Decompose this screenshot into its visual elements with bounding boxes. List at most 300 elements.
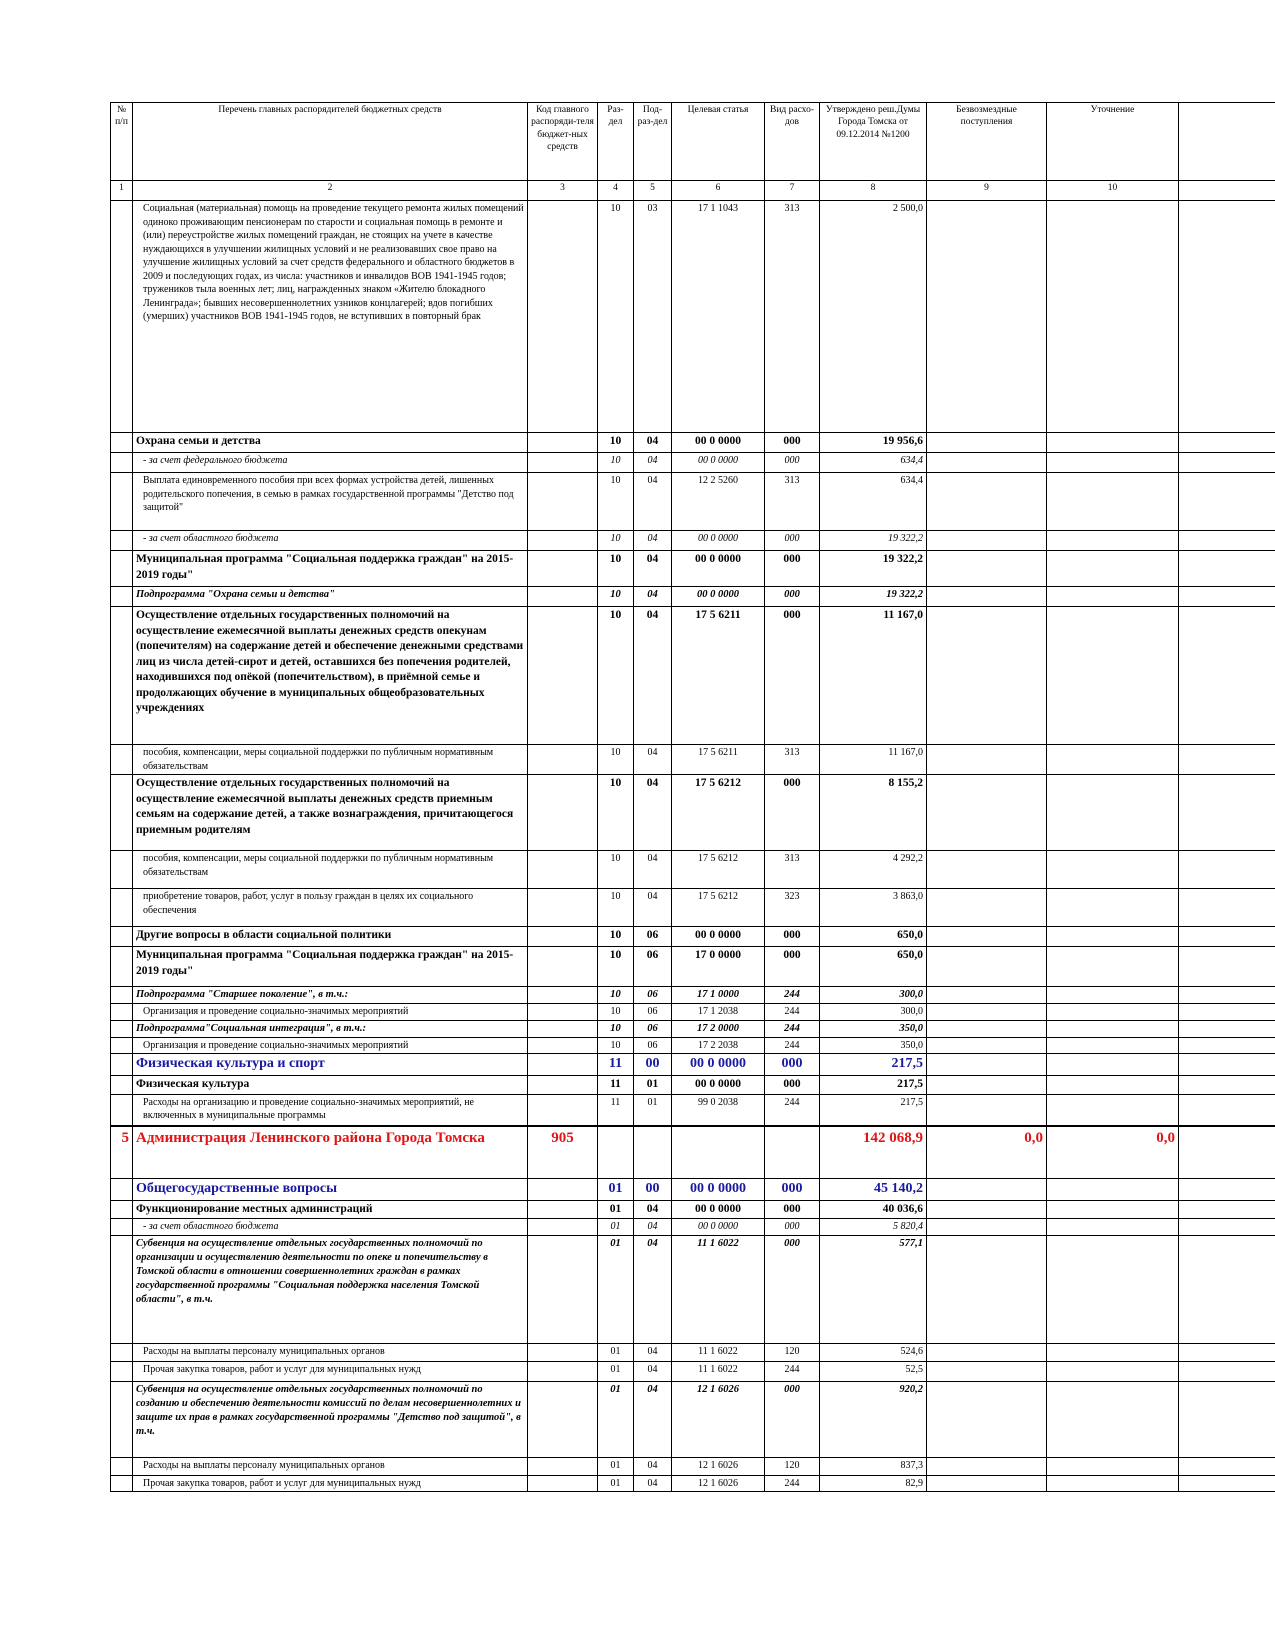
row-expense-type: 244 [765,987,820,1004]
row-clarification [1047,201,1179,433]
row-code [528,587,598,607]
row-amount: 837,3 [820,1457,927,1475]
row-podrazdel: 04 [634,1457,672,1475]
table-row [111,1076,1275,1095]
row-target: 12 1 6026 [672,1475,765,1492]
header-target: Целевая статья [672,103,765,181]
table-row [111,1004,1275,1021]
row-name: - за счет областного бюджета [133,1219,528,1236]
row-number [111,947,133,987]
row-expense-type: 244 [765,1020,820,1037]
row-amount: 82,9 [820,1475,927,1492]
row-code [528,745,598,775]
row-podrazdel: 04 [634,1343,672,1361]
row-extra [1179,587,1275,607]
row-clarification [1047,1020,1179,1037]
row-podrazdel: 04 [634,1235,672,1343]
row-gratuitous [927,1475,1047,1492]
colnum: 5 [634,181,672,201]
row-clarification: 0,0 [1047,1126,1179,1178]
row-amount: 524,6 [820,1343,927,1361]
table-row [111,947,1275,987]
row-razdel: 01 [598,1200,634,1219]
header-razdel: Раз-дел [598,103,634,181]
row-code [528,433,598,453]
row-target: 17 5 6211 [672,745,765,775]
row-code: 905 [528,1126,598,1178]
row-podrazdel: 01 [634,1076,672,1095]
row-extra [1179,1361,1275,1381]
row-expense-type: 000 [765,947,820,987]
table-row [111,1219,1275,1236]
row-target: 00 0 0000 [672,1076,765,1095]
row-amount: 3 863,0 [820,889,927,927]
row-target: 00 0 0000 [672,1054,765,1076]
row-podrazdel: 04 [634,607,672,745]
row-gratuitous [927,889,1047,927]
row-name: Расходы на организацию и проведение социально-значимых мероприятий, не включенных в муниципальные программы [133,1094,528,1126]
row-code [528,851,598,889]
header-extra [1179,103,1275,181]
row-number [111,987,133,1004]
row-clarification [1047,1094,1179,1126]
row-extra [1179,531,1275,551]
row-expense-type: 000 [765,1381,820,1457]
row-code [528,453,598,473]
row-expense-type: 000 [765,453,820,473]
row-code [528,1475,598,1492]
row-gratuitous [927,1361,1047,1381]
table-row [111,1178,1275,1200]
row-amount: 217,5 [820,1054,927,1076]
table-row [111,987,1275,1004]
row-expense-type: 323 [765,889,820,927]
row-amount: 217,5 [820,1076,927,1095]
row-code [528,889,598,927]
row-extra [1179,775,1275,851]
row-razdel: 10 [598,201,634,433]
row-amount: 634,4 [820,453,927,473]
row-name: Организация и проведение социально-значимых мероприятий [133,1037,528,1054]
row-extra [1179,889,1275,927]
row-razdel: 11 [598,1094,634,1126]
row-amount: 350,0 [820,1020,927,1037]
row-number [111,531,133,551]
row-code [528,1094,598,1126]
row-gratuitous [927,1200,1047,1219]
row-target: 00 0 0000 [672,551,765,587]
row-extra [1179,851,1275,889]
row-extra [1179,987,1275,1004]
row-target: 11 1 6022 [672,1235,765,1343]
row-extra [1179,473,1275,531]
row-expense-type: 000 [765,1054,820,1076]
row-number [111,1076,133,1095]
row-amount: 4 292,2 [820,851,927,889]
row-number [111,745,133,775]
row-amount: 577,1 [820,1235,927,1343]
row-name: Организация и проведение социально-значимых мероприятий [133,1004,528,1021]
row-razdel: 10 [598,473,634,531]
colnum: 10 [1047,181,1179,201]
row-razdel: 01 [598,1381,634,1457]
row-target: 11 1 6022 [672,1361,765,1381]
row-extra [1179,433,1275,453]
row-name: Общегосударственные вопросы [133,1178,528,1200]
row-extra [1179,1076,1275,1095]
row-name: Субвенция на осуществление отдельных государственных полномочий по созданию и обеспечению деятельности комиссий по делам несовершеннолетних и защите их прав в рамках государственной программы "Детство под защитой", в т.ч. [133,1381,528,1457]
row-expense-type: 313 [765,745,820,775]
header-podrazdel: Под-раз-дел [634,103,672,181]
row-amount: 920,2 [820,1381,927,1457]
row-target: 17 1 1043 [672,201,765,433]
row-clarification [1047,1475,1179,1492]
colnum: 9 [927,181,1047,201]
row-podrazdel: 06 [634,927,672,947]
row-razdel: 01 [598,1361,634,1381]
row-number [111,775,133,851]
row-number [111,1235,133,1343]
row-extra [1179,453,1275,473]
header-code: Код главного распоряди-теля бюджет-ных средств [528,103,598,181]
row-name: - за счет федерального бюджета [133,453,528,473]
colnum: 6 [672,181,765,201]
row-number [111,433,133,453]
table-row [111,473,1275,531]
header-clarification: Уточнение [1047,103,1179,181]
row-name: - за счет областного бюджета [133,531,528,551]
column-number-row [111,181,1275,201]
row-gratuitous [927,201,1047,433]
row-number [111,1054,133,1076]
row-razdel [598,1126,634,1178]
row-extra [1179,1457,1275,1475]
header-name: Перечень главных распорядителей бюджетных средств [133,103,528,181]
row-target: 00 0 0000 [672,587,765,607]
row-extra [1179,1235,1275,1343]
row-razdel: 10 [598,775,634,851]
row-amount: 650,0 [820,927,927,947]
row-podrazdel: 04 [634,1219,672,1236]
row-code [528,1004,598,1021]
row-gratuitous [927,1054,1047,1076]
row-clarification [1047,1178,1179,1200]
row-number [111,1361,133,1381]
row-razdel: 10 [598,531,634,551]
row-razdel: 10 [598,1037,634,1054]
row-razdel: 01 [598,1235,634,1343]
row-name: Подпрограмма "Старшее поколение", в т.ч.: [133,987,528,1004]
row-clarification [1047,1200,1179,1219]
row-podrazdel: 01 [634,1094,672,1126]
row-number [111,1094,133,1126]
row-number [111,551,133,587]
row-amount: 19 322,2 [820,551,927,587]
row-extra [1179,1094,1275,1126]
row-name: Муниципальная программа "Социальная поддержка граждан" на 2015-2019 годы" [133,551,528,587]
row-podrazdel: 04 [634,433,672,453]
row-amount: 19 956,6 [820,433,927,453]
row-gratuitous [927,433,1047,453]
budget-table [110,102,1275,1492]
row-gratuitous [927,1037,1047,1054]
row-extra [1179,1219,1275,1236]
row-code [528,1381,598,1457]
row-gratuitous [927,1457,1047,1475]
row-gratuitous [927,1343,1047,1361]
row-clarification [1047,1235,1179,1343]
row-amount: 11 167,0 [820,745,927,775]
row-extra [1179,1054,1275,1076]
row-number [111,1475,133,1492]
row-extra [1179,947,1275,987]
row-podrazdel: 04 [634,473,672,531]
row-razdel: 10 [598,947,634,987]
table-row [111,775,1275,851]
row-code [528,1361,598,1381]
row-amount: 650,0 [820,947,927,987]
row-razdel: 10 [598,889,634,927]
row-podrazdel: 04 [634,775,672,851]
row-number [111,453,133,473]
row-target: 17 2 0000 [672,1020,765,1037]
row-code [528,473,598,531]
row-razdel: 01 [598,1178,634,1200]
row-expense-type: 244 [765,1004,820,1021]
row-clarification [1047,1343,1179,1361]
row-razdel: 10 [598,1020,634,1037]
row-target: 99 0 2038 [672,1094,765,1126]
colnum: 7 [765,181,820,201]
row-code [528,1178,598,1200]
row-name: Выплата единовременного пособия при всех формах устройства детей, лишенных родительского попечения, в семью в рамках государственной программы "Детство под защитой" [133,473,528,531]
row-target: 17 5 6212 [672,775,765,851]
row-target: 17 0 0000 [672,947,765,987]
row-gratuitous [927,1020,1047,1037]
table-row [111,1343,1275,1361]
row-number [111,473,133,531]
header-expense-type: Вид расхо-дов [765,103,820,181]
row-number [111,1037,133,1054]
row-target: 12 2 5260 [672,473,765,531]
row-clarification [1047,1381,1179,1457]
row-expense-type: 000 [765,775,820,851]
row-target: 17 1 0000 [672,987,765,1004]
row-name: приобретение товаров, работ, услуг в пользу граждан в целях их социального обеспечения [133,889,528,927]
row-podrazdel: 04 [634,551,672,587]
row-gratuitous [927,745,1047,775]
row-target: 11 1 6022 [672,1343,765,1361]
row-gratuitous [927,947,1047,987]
row-gratuitous [927,473,1047,531]
table-row [111,927,1275,947]
row-podrazdel: 06 [634,1037,672,1054]
row-name: Охрана семьи и детства [133,433,528,453]
row-podrazdel: 04 [634,453,672,473]
row-expense-type: 244 [765,1094,820,1126]
row-code [528,987,598,1004]
row-expense-type: 313 [765,851,820,889]
row-code [528,531,598,551]
row-name: Другие вопросы в области социальной политики [133,927,528,947]
row-amount: 634,4 [820,473,927,531]
row-name: Расходы на выплаты персоналу муниципальных органов [133,1457,528,1475]
row-target: 00 0 0000 [672,1200,765,1219]
row-expense-type: 000 [765,587,820,607]
row-extra [1179,1126,1275,1178]
table-row [111,1126,1275,1178]
row-expense-type: 244 [765,1361,820,1381]
row-name: Осуществление отдельных государственных полномочий на осуществление ежемесячной выплаты денежных средств приемным семьям на содержание детей, а также вознаграждения, причитающегося приемным родителям [133,775,528,851]
row-expense-type: 120 [765,1457,820,1475]
row-expense-type: 244 [765,1475,820,1492]
row-expense-type: 313 [765,473,820,531]
row-number [111,1219,133,1236]
row-razdel: 10 [598,433,634,453]
row-clarification [1047,433,1179,453]
table-row [111,889,1275,927]
row-code [528,201,598,433]
row-podrazdel: 04 [634,851,672,889]
header-row [111,103,1275,181]
row-extra [1179,607,1275,745]
row-razdel: 11 [598,1076,634,1095]
table-row [111,1037,1275,1054]
row-podrazdel: 03 [634,201,672,433]
row-clarification [1047,1004,1179,1021]
table-row [111,531,1275,551]
row-podrazdel: 06 [634,987,672,1004]
row-gratuitous [927,1235,1047,1343]
row-target: 00 0 0000 [672,531,765,551]
row-clarification [1047,889,1179,927]
row-code [528,551,598,587]
header-approved: Утверждено реш.Думы Города Томска от 09.12.2014 №1200 [820,103,927,181]
row-number [111,1381,133,1457]
row-clarification [1047,531,1179,551]
table-row [111,1457,1275,1475]
row-expense-type: 244 [765,1037,820,1054]
row-expense-type: 000 [765,1178,820,1200]
row-gratuitous [927,1219,1047,1236]
row-extra [1179,1037,1275,1054]
table-row [111,433,1275,453]
row-amount: 2 500,0 [820,201,927,433]
row-razdel: 10 [598,745,634,775]
row-amount: 52,5 [820,1361,927,1381]
row-podrazdel: 04 [634,745,672,775]
header-num: № п/п [111,103,133,181]
row-name: Социальная (материальная) помощь на проведение текущего ремонта жилых помещений одиноко проживающим пенсионерам по старости и социальная помощь в ремонте и (или) переустройстве жилых помещений граждан, не стоящих на учете в качестве нуждающихся в улучшении жилищных условий и не реализовавших свое право на улучшение жилищных условий за счет средств федерального и областного бюджетов в 2009 и последующих годах, из числа: участников и инвалидов ВОВ 1941-1945 годов; тружеников тыла военных лет; лиц, награжденных знаком «Жителю блокадного Ленинграда»; бывших несовершеннолетних узников концлагерей; вдов погибших (умерших) участников ВОВ 1941-1945 годов, не вступивших в повторный брак [133,201,528,433]
table-row [111,1200,1275,1219]
row-razdel: 01 [598,1457,634,1475]
row-number [111,889,133,927]
row-target: 00 0 0000 [672,453,765,473]
row-gratuitous [927,587,1047,607]
row-expense-type: 120 [765,1343,820,1361]
row-gratuitous: 0,0 [927,1126,1047,1178]
row-number [111,1457,133,1475]
row-number [111,851,133,889]
row-clarification [1047,1037,1179,1054]
row-extra [1179,1020,1275,1037]
row-code [528,1076,598,1095]
row-target: 12 1 6026 [672,1381,765,1457]
row-podrazdel: 04 [634,1381,672,1457]
row-code [528,927,598,947]
row-clarification [1047,607,1179,745]
row-expense-type: 000 [765,1200,820,1219]
row-code [528,1235,598,1343]
row-podrazdel: 00 [634,1178,672,1200]
row-razdel: 10 [598,851,634,889]
row-extra [1179,1475,1275,1492]
row-podrazdel: 00 [634,1054,672,1076]
row-clarification [1047,1361,1179,1381]
row-razdel: 10 [598,551,634,587]
row-expense-type: 313 [765,201,820,433]
row-razdel: 01 [598,1343,634,1361]
row-number [111,1200,133,1219]
row-amount: 11 167,0 [820,607,927,745]
row-name: Подпрограмма"Социальная интеграция", в т.ч.: [133,1020,528,1037]
row-code [528,1200,598,1219]
table-row [111,1475,1275,1492]
row-target: 12 1 6026 [672,1457,765,1475]
colnum: 1 [111,181,133,201]
row-razdel: 10 [598,587,634,607]
row-name: Физическая культура и спорт [133,1054,528,1076]
row-code [528,1343,598,1361]
row-code [528,1457,598,1475]
row-razdel: 11 [598,1054,634,1076]
row-target: 00 0 0000 [672,433,765,453]
row-extra [1179,551,1275,587]
row-name: Администрация Ленинского района Города Томска [133,1126,528,1178]
row-gratuitous [927,775,1047,851]
row-name: Муниципальная программа "Социальная поддержка граждан" на 2015-2019 годы" [133,947,528,987]
row-razdel: 10 [598,1004,634,1021]
row-name: Субвенция на осуществление отдельных государственных полномочий по организации и осуществлению деятельности по опеке и попечительству в Томской области в отношении совершеннолетних граждан в рамках государственной программы "Социальная поддержка населения Томской области", в т.ч. [133,1235,528,1343]
row-target [672,1126,765,1178]
table-row [111,851,1275,889]
row-extra [1179,927,1275,947]
row-target: 00 0 0000 [672,1178,765,1200]
row-number [111,607,133,745]
row-target: 17 5 6211 [672,607,765,745]
row-expense-type: 000 [765,1076,820,1095]
row-name: Подпрограмма "Охрана семьи и детства" [133,587,528,607]
table-row [111,1054,1275,1076]
row-amount: 40 036,6 [820,1200,927,1219]
row-amount: 45 140,2 [820,1178,927,1200]
row-target: 17 5 6212 [672,851,765,889]
row-podrazdel: 04 [634,889,672,927]
row-clarification [1047,851,1179,889]
row-name: Расходы на выплаты персоналу муниципальных органов [133,1343,528,1361]
row-code [528,1020,598,1037]
row-podrazdel: 06 [634,947,672,987]
table-row [111,1381,1275,1457]
row-name: пособия, компенсации, меры социальной поддержки по публичным нормативным обязательствам [133,745,528,775]
row-extra [1179,201,1275,433]
row-clarification [1047,745,1179,775]
row-code [528,1054,598,1076]
table-body [111,201,1275,1492]
row-clarification [1047,587,1179,607]
row-amount: 350,0 [820,1037,927,1054]
row-razdel: 10 [598,987,634,1004]
